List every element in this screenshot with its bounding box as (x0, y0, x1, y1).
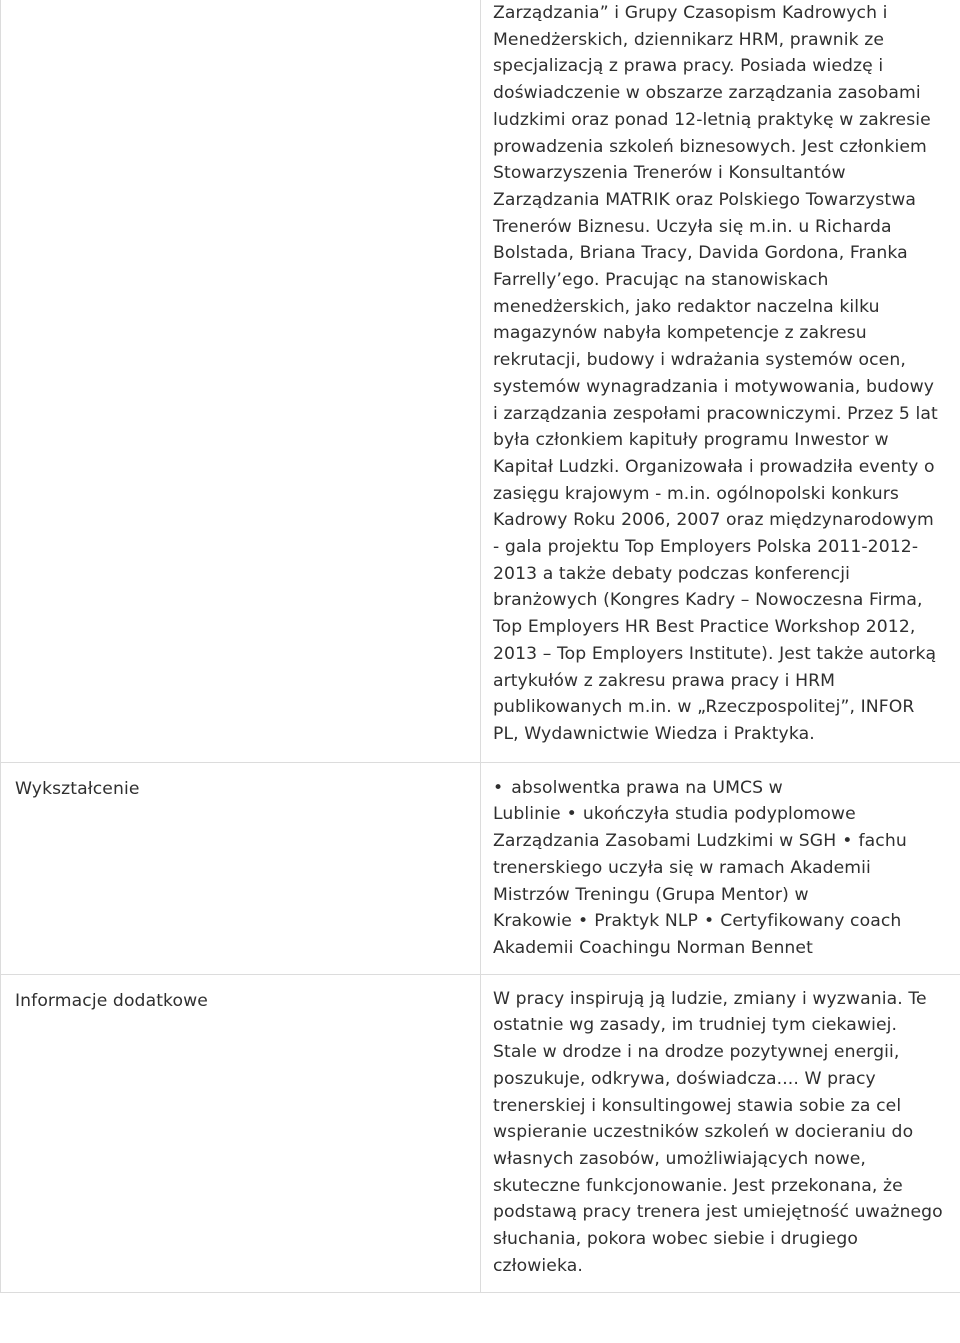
bullet-icon: • (566, 804, 577, 825)
education-list (481, 762, 960, 974)
additional-info-row (1, 974, 960, 1292)
bullet-icon: • (493, 777, 504, 798)
bullet-icon: • (577, 911, 589, 932)
experience-label (1, 0, 481, 762)
education-item: Praktyk NLP (594, 911, 699, 932)
education-item: ukończyła studia podyplomowe Zarządzania Zasobami Ludzkimi w SGH (493, 804, 856, 852)
additional-info-label: Informacje dodatkowe (1, 974, 481, 1292)
education-item: Certyfikowany coach Akademii Coachingu Norman Bennet (493, 911, 902, 958)
experience-row (1, 0, 960, 762)
education-item: absolwentka prawa na UMCS w Lublinie (493, 777, 783, 825)
bullet-icon: • (842, 831, 853, 852)
education-label: Wykształcenie (1, 762, 481, 974)
bullet-icon: • (704, 911, 715, 932)
education-item: fachu trenerskiego uczyła się w ramach Akademii Mistrzów Treningu (Grupa Mentor) w Krakowie (493, 831, 907, 932)
experience-description: Zarządzania” i Grupy Czasopism Kadrowych i Menedżerskich, dziennikarz HRM, prawnik ze specjalizacją z prawa pracy. Posiada wiedzę i doświadczenie w obszarze zarządzania zasobami ludzkimi oraz ponad 12-letnią praktykę w zakresie prowadzenia szkoleń biznesowych. Jest członkiem Stowarzyszenia Trenerów i Konsultantów Zarządzania MATRIK oraz Polskiego Towarzystwa Trenerów Biznesu. Uczyła się m.in. u Richarda Bolstada, Briana Tracy, Davida Gordona, Franka Farrelly’ego. Pracując na stanowiskach menedżerskich, jako redaktor naczelna kilku magazynów nabyła kompetencje z zakresu rekrutacji, budowy i wdrażania systemów ocen, systemów wynagradzania i motywowania, budowy i zarządzania zespołami pracowniczymi. Przez 5 lat była członkiem kapituły programu Inwestor w Kapitał Ludzki. Organizowała i prowadziła eventy o zasięgu krajowym - m.in. ogólnopolski konkurs Kadrowy Roku 2006, 2007 oraz międzynarodowym - gala projektu Top Employers Polska 2011-2012-2013 a także debaty podczas konferencji branżowych (Kongres Kadry – Nowoczesna Firma, Top Employers HR Best Practice Workshop 2012, 2013 – Top Employers Institute). Jest także autorką artykułów z zakresu prawa pracy i HRM publikowanych m.in. w „Rzeczpospolitej”, INFOR PL, Wydawnictwie Wiedza i Praktyka. (481, 0, 960, 762)
additional-info-text: W pracy inspirują ją ludzie, zmiany i wyzwania. Te ostatnie wg zasady, im trudniej tym ciekawiej. Stale w drodze i na drodze pozytywnej energii, poszukuje, odkrywa, doświadcza.... W pracy trenerskiej i konsultingowej stawia sobie za cel wspieranie uczestników szkoleń w docieraniu do własnych zasobów, umożliwiających nowe, skuteczne funkcjonowanie. Jest przekonana, że podstawą pracy trenera jest umiejętność uważnego słuchania, pokora wobec siebie i drugiego człowieka. (481, 974, 960, 1292)
education-row (1, 762, 960, 974)
